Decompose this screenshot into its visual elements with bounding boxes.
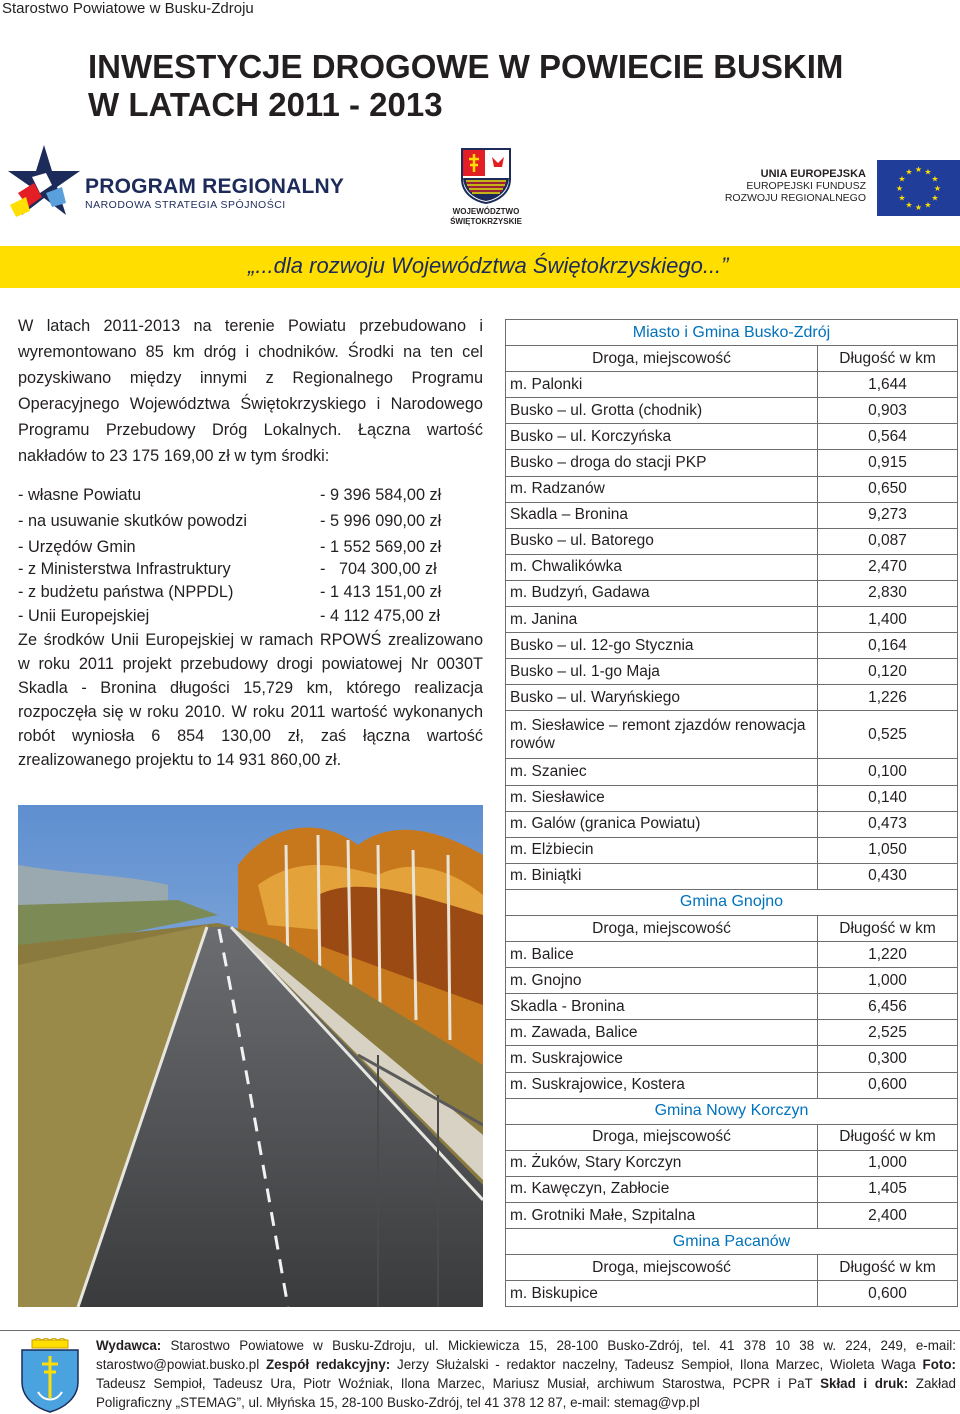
road-name: Busko – ul. Grotta (chodnik): [506, 398, 818, 424]
svg-text:★: ★: [933, 184, 942, 193]
table-row: [506, 607, 958, 633]
project-paragraph: Ze środków Unii Europejskiej w ramach RPOWŚ zrealizowano w roku 2011 projekt przebudowy drogi powiatowej Nr 0030T Skadla - Bronina długości 15,729 km, którego realizacja rozpoczęła się w roku 2010. W roku 2011 wartość wykonanych robót wyniosła 6 854 130,00 zł, zaś łączna wartość zrealizowanego projektu to 14 931 860,00 zł.: [18, 631, 483, 769]
funding-source-value: - 9 396 584,00 zł: [320, 486, 442, 504]
road-name: m. Szaniec: [506, 759, 818, 785]
road-name: m. Janina: [506, 607, 818, 633]
print-label: Skład i druk:: [820, 1376, 909, 1391]
funding-source-label: - Urzędów Gmin: [18, 538, 136, 556]
table-row: [506, 863, 958, 889]
road-length: 0,525: [818, 711, 958, 759]
county-crest-icon: [18, 1338, 82, 1414]
funding-source-label: - z budżetu państwa (NPPDL): [18, 583, 234, 601]
road-name: m. Chwalikówka: [506, 554, 818, 580]
table-row: [506, 528, 958, 554]
svg-text:★: ★: [931, 174, 939, 184]
section-name: Gmina Nowy Korczyn: [506, 1098, 958, 1124]
svg-text:★: ★: [905, 167, 913, 177]
funding-source-row: [18, 579, 483, 605]
funding-source-label: - własne Powiatu: [18, 486, 142, 504]
roads-table-body: [506, 320, 958, 1307]
column-header-length: Długość w km: [818, 346, 958, 372]
eu-logo: [720, 160, 960, 216]
footer-credits: [96, 1336, 956, 1412]
road-name: Busko – ul. 1-go Maja: [506, 659, 818, 685]
title-line-2: W LATACH 2011 - 2013: [88, 86, 443, 123]
program-name: PROGRAM REGIONALNY: [85, 175, 345, 198]
funding-source-value: - 4 112 475,00 zł: [320, 607, 441, 625]
road-name: m. Grotniki Małe, Szpitalna: [506, 1203, 818, 1229]
road-name: Busko – ul. 12-go Stycznia: [506, 633, 818, 659]
table-row: [506, 685, 958, 711]
table-row: [506, 785, 958, 811]
footer-divider: [0, 1330, 960, 1331]
road-name: m. Siesławice – remont zjazdów renowacja rowów: [506, 711, 818, 759]
section-name: Miasto i Gmina Busko-Zdrój: [506, 320, 958, 346]
road-length: 0,600: [818, 1072, 958, 1098]
photo-label: Foto:: [922, 1357, 956, 1372]
road-name: Busko – ul. Waryńskiego: [506, 685, 818, 711]
funding-source-value: - 5 996 090,00 zł: [320, 512, 442, 530]
funding-source-label: - na usuwanie skutków powodzi: [18, 512, 247, 530]
road-length: 9,273: [818, 502, 958, 528]
table-row: [506, 1150, 958, 1176]
road-name: Busko – ul. Batorego: [506, 528, 818, 554]
roads-table: [505, 319, 958, 1307]
table-section-header: [506, 1229, 958, 1255]
slogan: „...dla rozwoju Województwa Świętokrzyskiego...”: [248, 253, 729, 278]
publisher-label: Wydawca:: [96, 1338, 162, 1353]
road-length: 2,525: [818, 1020, 958, 1046]
table-row: [506, 1020, 958, 1046]
table-row: [506, 759, 958, 785]
table-row: [506, 1046, 958, 1072]
table-section-header: [506, 320, 958, 346]
funding-source-row: [18, 508, 483, 534]
road-name: m. Suskrajowice, Kostera: [506, 1072, 818, 1098]
column-header-road: Droga, miejscowość: [506, 346, 818, 372]
road-name: m. Biniątki: [506, 863, 818, 889]
funding-source-value: - 704 300,00 zł: [320, 560, 437, 578]
road-length: 0,430: [818, 863, 958, 889]
voivodeship-name: [447, 207, 525, 227]
table-row: [506, 711, 958, 759]
road-length: 2,470: [818, 554, 958, 580]
table-row: [506, 633, 958, 659]
table-row: [506, 968, 958, 994]
road-name: m. Suskrajowice: [506, 1046, 818, 1072]
svg-text:★: ★: [898, 193, 906, 203]
column-header-length: Długość w km: [818, 1124, 958, 1150]
road-length: 0,300: [818, 1046, 958, 1072]
road-name: m. Galów (granica Powiatu): [506, 811, 818, 837]
road-length: 0,564: [818, 424, 958, 450]
table-row: [506, 994, 958, 1020]
funding-source-label: - Unii Europejskiej: [18, 607, 150, 625]
table-row: [506, 942, 958, 968]
road-length: 6,456: [818, 994, 958, 1020]
column-header-road: Droga, miejscowość: [506, 1124, 818, 1150]
funding-source-label: - z Ministerstwa Infrastruktury: [18, 560, 231, 578]
road-name: m. Zawada, Balice: [506, 1020, 818, 1046]
road-length: 1,400: [818, 607, 958, 633]
road-name: Skadla - Bronina: [506, 994, 818, 1020]
table-row: [506, 811, 958, 837]
road-length: 1,405: [818, 1176, 958, 1202]
road-length: 1,220: [818, 942, 958, 968]
table-row: [506, 424, 958, 450]
road-length: 2,400: [818, 1203, 958, 1229]
funding-source-row: [18, 482, 483, 508]
road-name: m. Żuków, Stary Korczyn: [506, 1150, 818, 1176]
eu-flag-icon: [877, 160, 960, 216]
table-row: [506, 659, 958, 685]
column-header-road: Droga, miejscowość: [506, 1255, 818, 1281]
program-regionalny-logo: [6, 143, 346, 233]
road-name: Busko – droga do stacji PKP: [506, 450, 818, 476]
program-regionalny-emblem: [6, 143, 84, 233]
table-section-header: [506, 889, 958, 915]
road-length: 1,226: [818, 685, 958, 711]
road-length: 2,830: [818, 580, 958, 606]
column-header-road: Droga, miejscowość: [506, 915, 818, 941]
title-line-1: INWESTYCJE DROGOWE W POWIECIE BUSKIM: [88, 48, 844, 85]
road-length: 0,650: [818, 476, 958, 502]
road-name: m. Radzanów: [506, 476, 818, 502]
voivodeship-line-1: WOJEWÓDZTWO: [452, 207, 520, 216]
road-length: 1,000: [818, 1150, 958, 1176]
funding-source-value: - 1 413 151,00 zł: [320, 583, 442, 601]
voivodeship-line-2: ŚWIĘTOKRZYSKIE: [450, 217, 522, 226]
intro-paragraph: [18, 313, 483, 469]
svg-text:★: ★: [905, 200, 913, 210]
funding-source-row: [18, 603, 483, 629]
road-name: m. Balice: [506, 942, 818, 968]
program-subtitle: NARODOWA STRATEGIA SPÓJNOŚCI: [85, 199, 286, 211]
table-column-header: [506, 346, 958, 372]
svg-text:★: ★: [898, 174, 906, 184]
road-length: 1,000: [818, 968, 958, 994]
voivodeship-logo: [447, 145, 525, 230]
svg-text:★: ★: [924, 200, 932, 210]
road-name: m. Biskupice: [506, 1281, 818, 1307]
eu-line-2: EUROPEJSKI FUNDUSZ: [746, 180, 866, 192]
svg-text:★: ★: [924, 167, 932, 177]
eu-line-1: UNIA EUROPEJSKA: [760, 168, 866, 180]
column-header-length: Długość w km: [818, 1255, 958, 1281]
road-length: 1,644: [818, 372, 958, 398]
table-column-header: [506, 1124, 958, 1150]
road-length: 0,140: [818, 785, 958, 811]
table-column-header: [506, 915, 958, 941]
table-row: [506, 450, 958, 476]
table-row: [506, 476, 958, 502]
table-row: [506, 554, 958, 580]
road-length: 0,600: [818, 1281, 958, 1307]
table-section-header: [506, 1098, 958, 1124]
table-row: [506, 1281, 958, 1307]
table-row: [506, 372, 958, 398]
svg-text:★: ★: [914, 203, 923, 212]
svg-text:★: ★: [895, 184, 904, 193]
editorial-text: Jerzy Służalski - redaktor naczelny, Tadeusz Sempioł, Ilona Marzec, Wioleta Waga: [397, 1357, 916, 1372]
road-length: 0,903: [818, 398, 958, 424]
page-title: [88, 48, 843, 124]
road-name: m. Kawęczyn, Zabłocie: [506, 1176, 818, 1202]
road-length: 0,915: [818, 450, 958, 476]
table-row: [506, 502, 958, 528]
svg-text:★: ★: [914, 165, 923, 174]
eu-text: [725, 168, 866, 204]
road-length: 0,473: [818, 811, 958, 837]
column-header-length: Długość w km: [818, 915, 958, 941]
print-text: Zakład Poligraficzny „STEMAG”, ul. Młyńska 15, 28-100 Busko-Zdrój, tel 41 378 12 87, e-mail: stemag@vp.pl: [96, 1376, 956, 1410]
svg-text:★: ★: [931, 193, 939, 203]
road-name: m. Elżbiecin: [506, 837, 818, 863]
road-length: 0,100: [818, 759, 958, 785]
road-name: m. Gnojno: [506, 968, 818, 994]
road-length: 0,164: [818, 633, 958, 659]
table-row: [506, 1203, 958, 1229]
section-name: Gmina Gnojno: [506, 889, 958, 915]
road-length: 1,050: [818, 837, 958, 863]
funding-source-value: - 1 552 569,00 zł: [320, 538, 442, 556]
road-name: Skadla – Bronina: [506, 502, 818, 528]
table-row: [506, 837, 958, 863]
organization-header: Starostwo Powiatowe w Busku-Zdroju: [2, 0, 254, 17]
voivodeship-crest-icon: [458, 145, 514, 205]
road-length: 0,120: [818, 659, 958, 685]
editorial-label: Zespół redakcyjny:: [265, 1357, 391, 1372]
road-name: m. Palonki: [506, 372, 818, 398]
table-row: [506, 580, 958, 606]
publisher-text: Starostwo Powiatowe w Busku-Zdroju, ul. Mickiewicza 15, 28-100 Busko-Zdrój, tel. 41 378 10 38 w. 224, 249, e-mail: starostwo@powiat.busko.pl: [96, 1338, 956, 1372]
road-length: 0,087: [818, 528, 958, 554]
intro-paragraph-1: W latach 2011-2013 na terenie Powiatu przebudowano i wyremontowano 85 km dróg i chodników. Środki na ten cel pozyskiwano między innymi z Regionalnego Programu Operacyjnego Województwa Świętokrzyskiego i Narodowego Programu Przebudowy Dróg Lokalnych. Łączna wartość nakładów to 23 175 169,00 zł w tym środki:: [18, 317, 483, 465]
table-row: [506, 1176, 958, 1202]
road-photo: [18, 805, 483, 1307]
table-row: [506, 398, 958, 424]
eu-line-3: ROZWOJU REGIONALNEGO: [724, 192, 866, 204]
section-name: Gmina Pacanów: [506, 1229, 958, 1255]
photo-text: Tadeusz Sempioł, Tadeusz Ura, Piotr Woźniak, Ilona Marzec, Mariusz Musiał, archiwum Starostwa, PCPR i PaT: [96, 1376, 813, 1391]
road-name: m. Siesławice: [506, 785, 818, 811]
road-name: Busko – ul. Korczyńska: [506, 424, 818, 450]
road-name: m. Budzyń, Gadawa: [506, 580, 818, 606]
table-row: [506, 1072, 958, 1098]
table-column-header: [506, 1255, 958, 1281]
